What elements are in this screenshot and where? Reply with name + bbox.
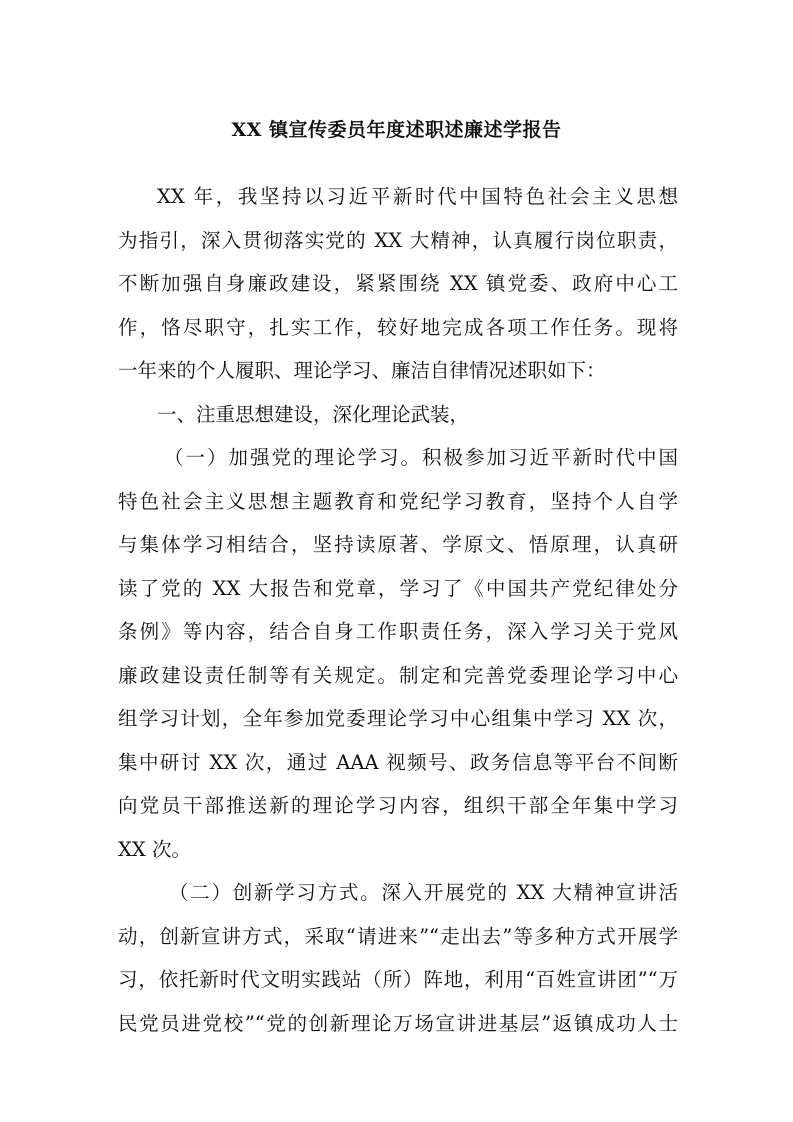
subsection-heading-line: （一）加强党的理论学习。积极参加习近平新时代中国	[164, 446, 678, 469]
paragraph-line: 向党员干部推送新的理论学习内容，组织干部全年集中学习	[118, 794, 678, 817]
document-body	[118, 175, 678, 1045]
paragraph-line: XX 次。	[118, 837, 191, 861]
section-heading: 一、注重思想建设，深化理论武装，	[157, 402, 470, 426]
paragraph-line: XX 年，我坚持以习近平新时代中国特色社会主义思想	[157, 185, 678, 208]
paragraph-line: 作，恪尽职守，扎实工作，较好地完成各项工作任务。现将	[118, 315, 678, 339]
paragraph-line: 不断加强自身廉政建设，紧紧围绕 XX 镇党委、政府中心工	[118, 272, 678, 295]
paragraph-line: 与集体学习相结合，坚持读原著、学原文、悟原理，认真研	[118, 533, 678, 556]
paragraph-line: 为指引，深入贯彻落实党的 XX 大精神，认真履行岗位职责，	[118, 228, 678, 252]
paragraph-line: 动，创新宣讲方式，采取“请进来”“走出去”等多种方式开展学	[118, 924, 678, 948]
paragraph-line: 习，依托新时代文明实践站（所）阵地，利用“百姓宣讲团”“万	[118, 968, 678, 991]
paragraph-line: 集中研讨 XX 次，通过 AAA 视频号、政务信息等平台不间断	[118, 750, 678, 774]
paragraph-line: 读了党的 XX 大报告和党章，学习了《中国共产党纪律处分	[118, 576, 678, 600]
paragraph-line: 组学习计划，全年参加党委理论学习中心组集中学习 XX 次，	[118, 707, 678, 730]
paragraph-line: 民党员进党校”“党的创新理论万场宣讲进基层”返镇成功人士	[118, 1011, 678, 1035]
paragraph-line: 条例》等内容，结合自身工作职责任务，深入学习关于党风	[118, 620, 678, 643]
subsection-heading-line: （二）创新学习方式。深入开展党的 XX 大精神宣讲活	[169, 881, 678, 904]
paragraph-line: 一年来的个人履职、理论学习、廉洁自律情况述职如下：	[118, 359, 606, 382]
paragraph-line: 特色社会主义思想主题教育和党纪学习教育，坚持个人自学	[118, 489, 678, 513]
paragraph-line: 廉政建设责任制等有关规定。制定和完善党委理论学习中心	[118, 663, 678, 687]
document-title: XX 镇宣传委员年度述职述廉述学报告	[231, 119, 562, 141]
